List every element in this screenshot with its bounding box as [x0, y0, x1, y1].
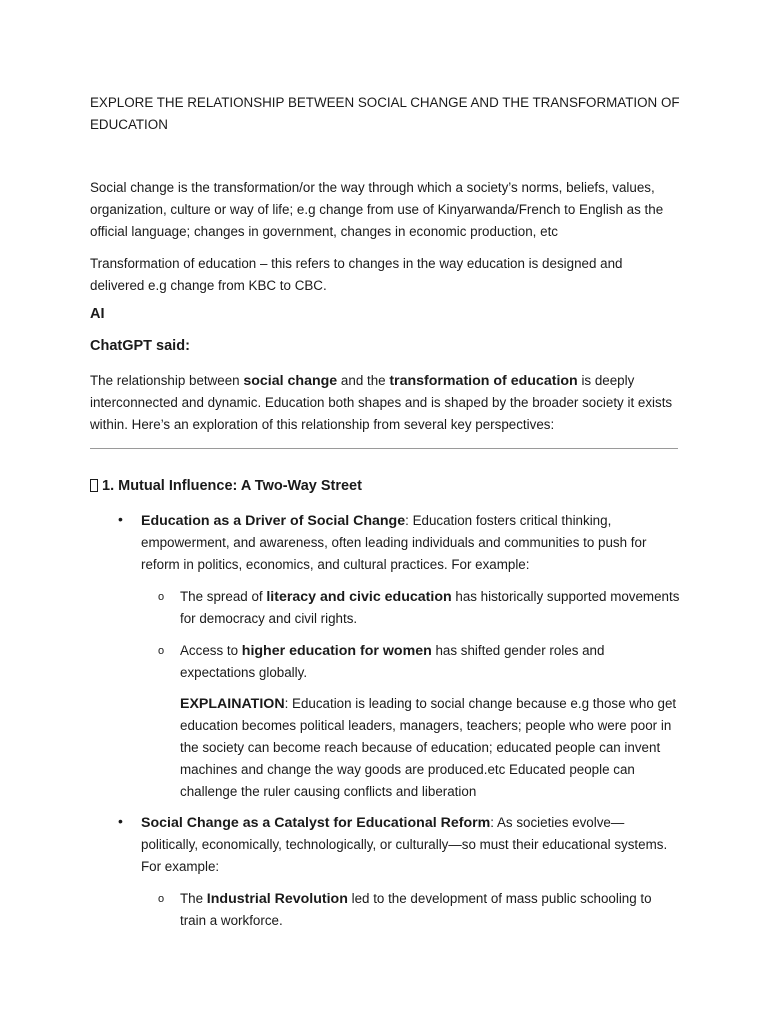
relationship-text-3: is deeply interconnected and dynamic. Education both shapes and is shaped by the broader society it exists within. Here’s an exploration of this relationship from several key perspectives: — [90, 373, 673, 432]
sub-item-women-education — [180, 640, 680, 684]
item2-sub1-post: led to the development of mass public schooling to train a workforce. — [180, 891, 652, 928]
sub2-post: has shifted gender roles and expectations globally. — [180, 643, 605, 680]
sub2-bold: higher education for women — [241, 643, 432, 659]
item1-text: : Education fosters critical thinking, empowerment, and awareness, often leading individuals and communities to push for reform in politics, economics, and cultural practices. For example: — [141, 513, 647, 572]
item2-sub1-pre: The — [180, 891, 207, 906]
ai-label: AI — [90, 306, 105, 322]
sub1-pre: The spread of — [180, 589, 267, 604]
sub-bullet-marker: o — [158, 893, 165, 905]
relationship-text-2: and the — [337, 373, 390, 388]
sub1-bold: literacy and civic education — [266, 589, 452, 605]
item2-text: : As societies evolve—politically, economically, technologically, or culturally—so must their educational systems. For example: — [141, 815, 668, 874]
list-item-social-change-catalyst — [141, 812, 681, 878]
missing-glyph-icon — [90, 479, 98, 492]
chatgpt-label: ChatGPT said: — [90, 338, 190, 354]
sub-item-literacy — [180, 586, 680, 630]
transformation-definition: Transformation of education – this refers to changes in the way education is designed and delivered e.g change from KBC to CBC. — [90, 256, 623, 293]
explanation-paragraph — [180, 693, 680, 803]
explanation-bold: EXPLAINATION — [180, 696, 285, 712]
section-heading — [90, 478, 362, 494]
sub2-pre: Access to — [180, 643, 242, 658]
relationship-text-1: The relationship between — [90, 373, 244, 388]
item2-sub1-bold: Industrial Revolution — [206, 891, 348, 907]
sub-item-industrial-revolution — [180, 888, 680, 932]
social-change-definition: Social change is the transformation/or the way through which a society’s norms, beliefs, values, organization, culture or way of life; e.g change from use of Kinyarwanda/French to English as the official language; changes in government, changes in economic production, etc — [90, 180, 664, 239]
sub1-post: has historically supported movements for democracy and civil rights. — [180, 589, 680, 626]
relationship-bold-social-change: social change — [243, 373, 338, 389]
item2-bold: Social Change as a Catalyst for Educational Reform — [141, 815, 491, 831]
document-title: EXPLORE THE RELATIONSHIP BETWEEN SOCIAL CHANGE AND THE TRANSFORMATION OF EDUCATION — [90, 95, 680, 132]
item1-bold: Education as a Driver of Social Change — [141, 513, 406, 529]
section-heading-text: 1. Mutual Influence: A Two-Way Street — [102, 478, 362, 494]
sub-bullet-marker: o — [158, 591, 165, 603]
sub-bullet-marker: o — [158, 645, 165, 657]
relationship-paragraph — [90, 370, 680, 436]
bullet-marker: • — [118, 813, 123, 829]
horizontal-rule — [90, 448, 678, 449]
list-item-education-driver — [141, 510, 681, 576]
bullet-marker: • — [118, 511, 123, 527]
explanation-text: : Education is leading to social change because e.g those who get education becomes political leaders, managers, teachers; people who were poor in the society can become reach because of education; educated people can invent machines and change the way goods are produced.etc Educated people can challenge the ruler causing conflicts and liberation — [180, 696, 677, 799]
relationship-bold-transformation: transformation of education — [389, 373, 578, 389]
